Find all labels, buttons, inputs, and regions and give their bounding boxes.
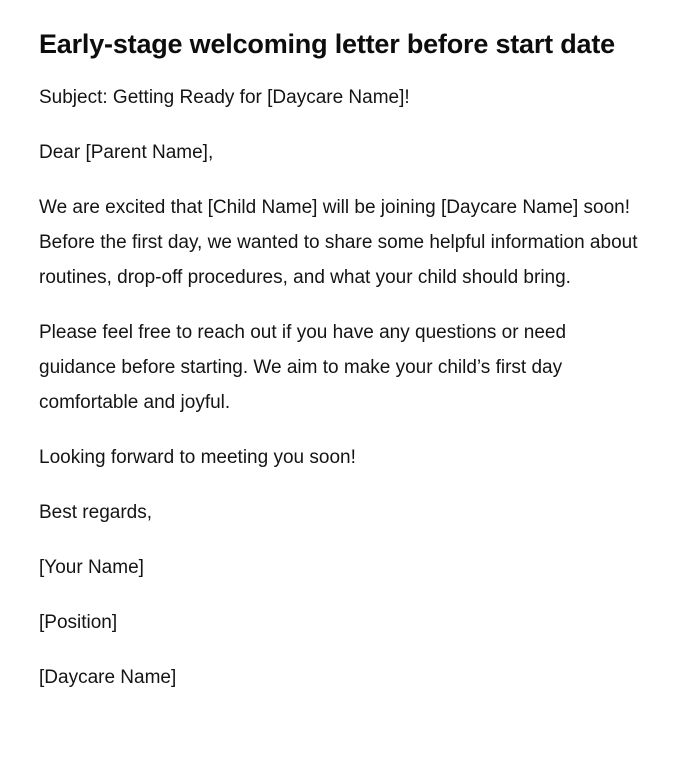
signature-role: [Position]	[39, 612, 118, 633]
letter-body	[39, 80, 640, 695]
paragraph-subject: Subject: Getting Ready for [Daycare Name]!	[39, 87, 410, 108]
paragraph-support: Please feel free to reach out if you have any questions or need guidance before starting. We aim to make your child’s first day comfortable and joyful.	[39, 322, 567, 413]
signature-organization: [Daycare Name]	[39, 667, 177, 688]
paragraph-closing-line: Looking forward to meeting you soon!	[39, 447, 356, 468]
paragraph-sign-off: Best regards,	[39, 502, 152, 523]
signature-name: [Your Name]	[39, 557, 144, 578]
paragraph-salutation: Dear [Parent Name],	[39, 142, 214, 163]
paragraph-intro: We are excited that [Child Name] will be joining [Daycare Name] soon! Before the first day, we wanted to share some helpful information about routines, drop-off procedures, and what your child should bring.	[39, 197, 638, 288]
page-title: Early-stage welcoming letter before start date	[39, 29, 615, 59]
